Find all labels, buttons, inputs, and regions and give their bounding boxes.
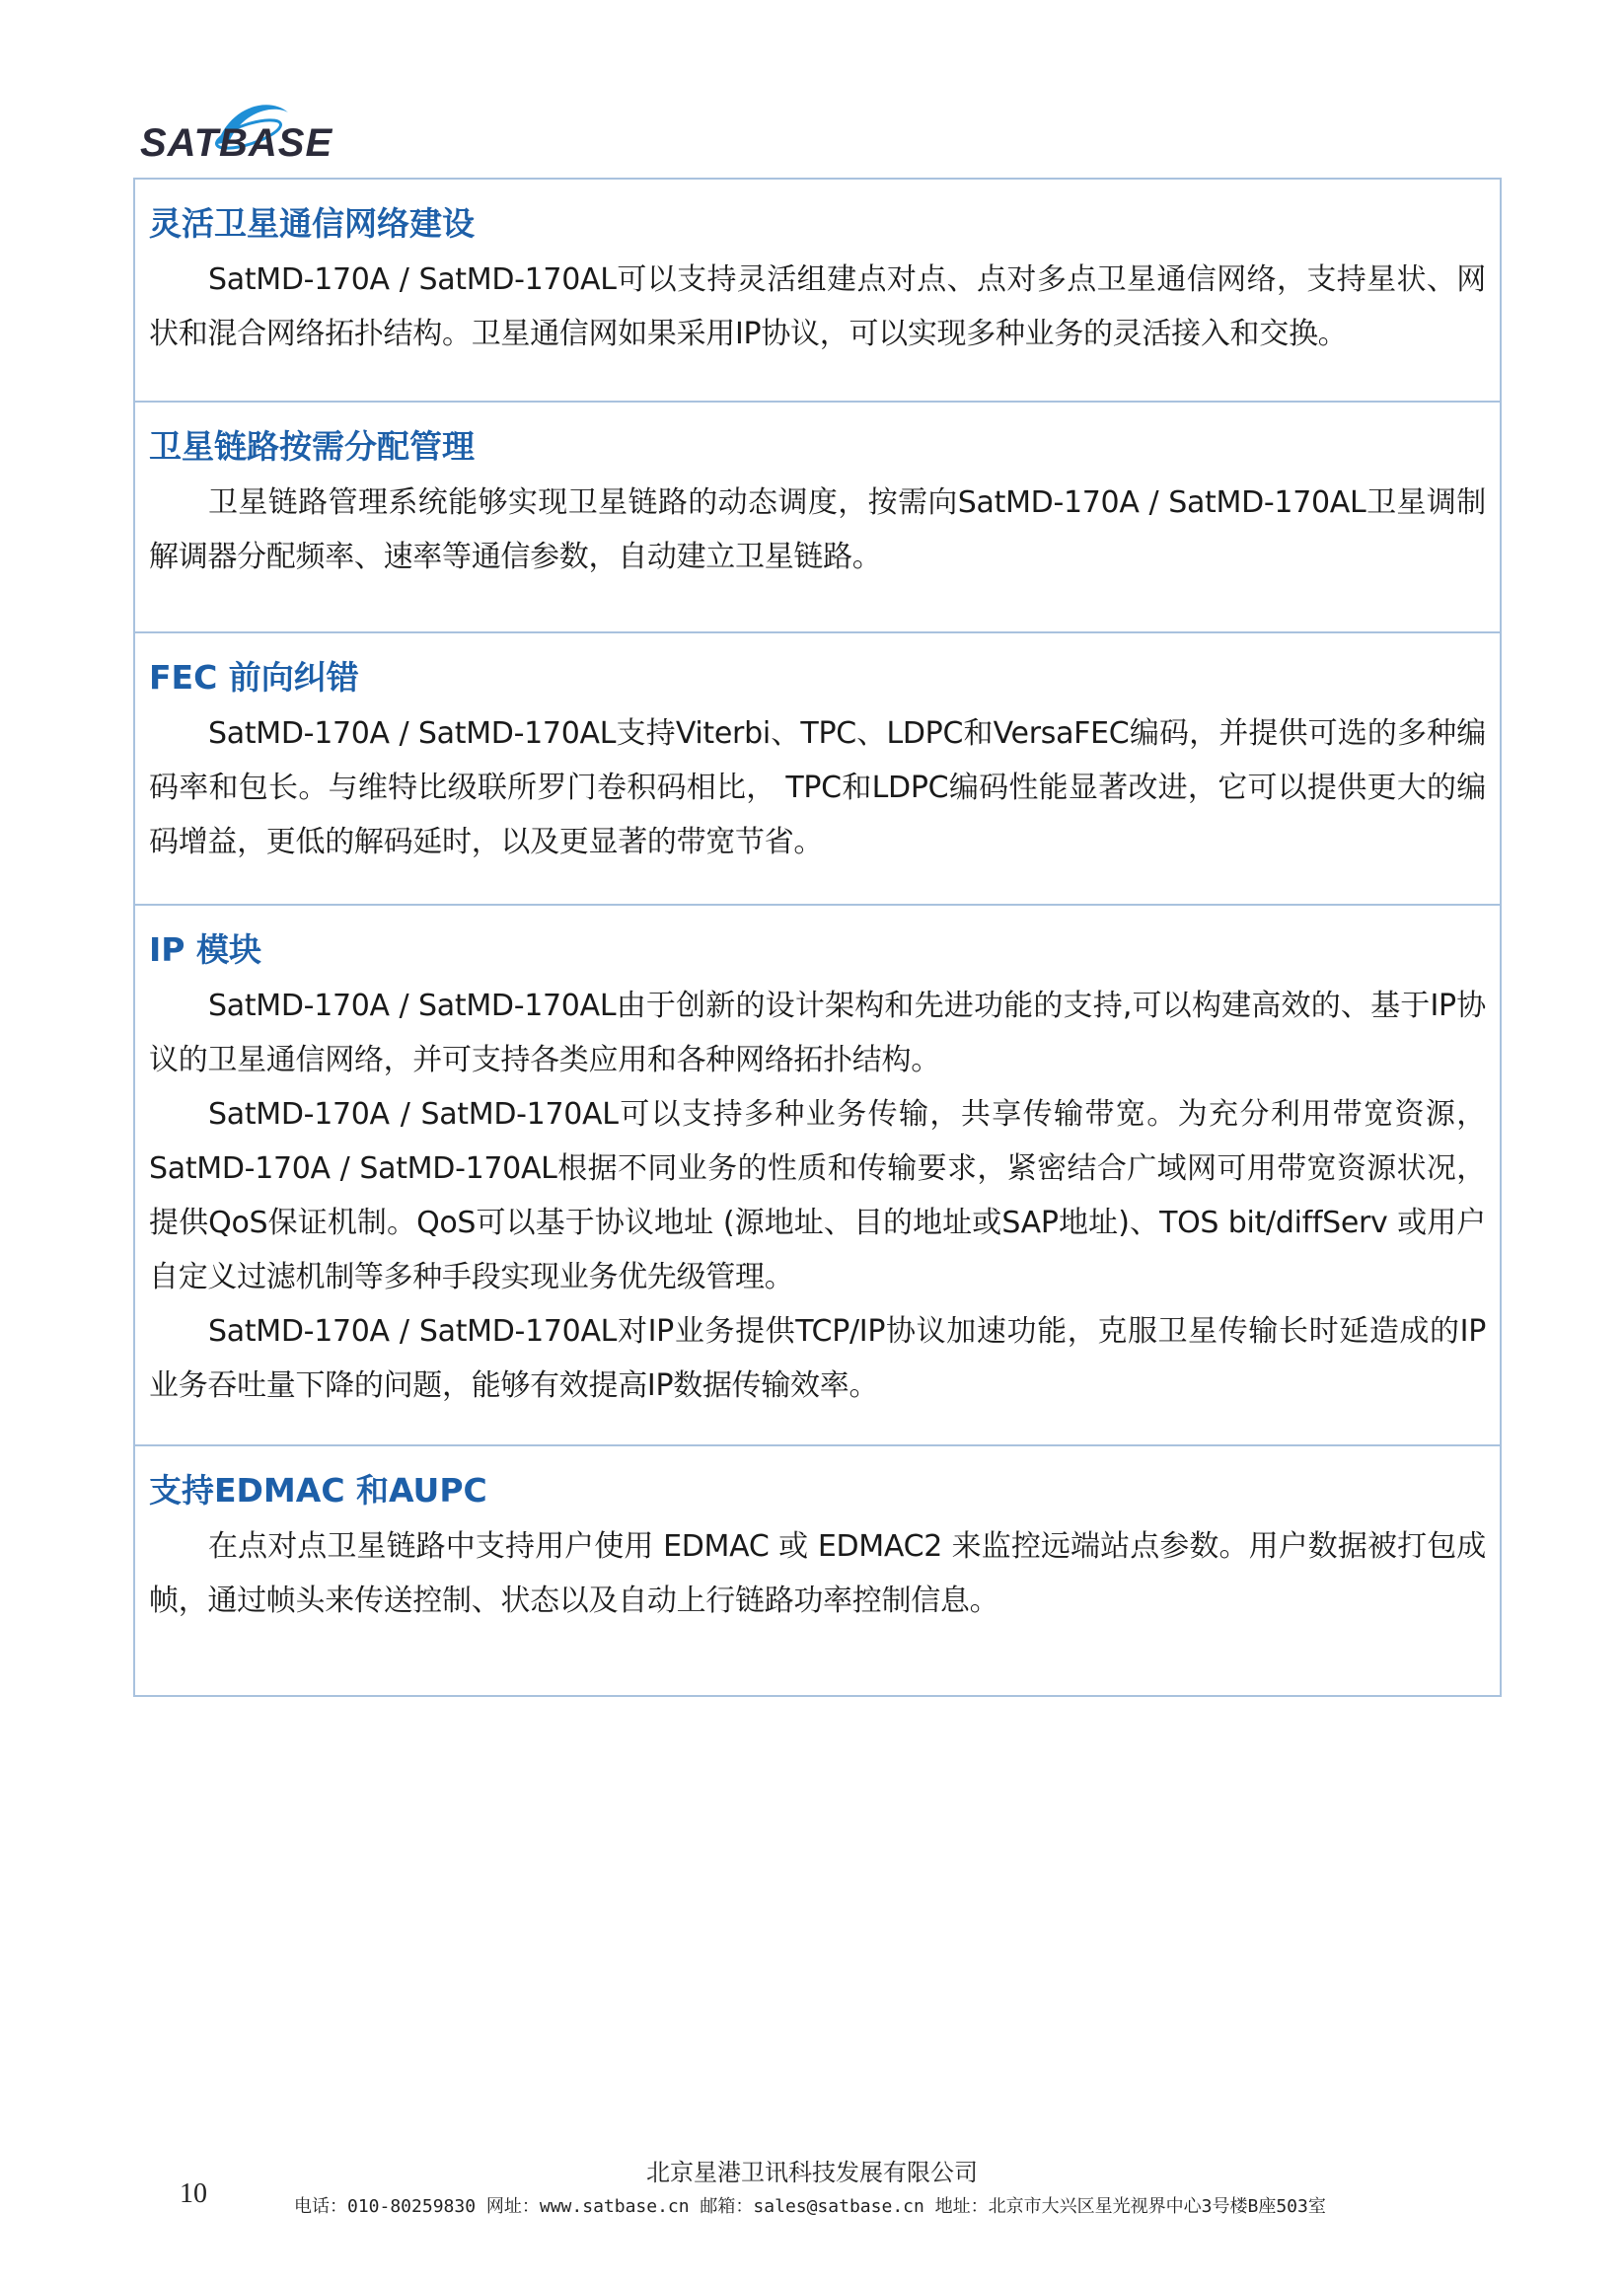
section-fec bbox=[135, 631, 1500, 904]
section-paragraph: SatMD-170A / SatMD-170AL对IP业务提供TCP/IP协议加速功能，克服卫星传输长时延造成的IP业务吞吐量下降的问题，能够有效提高IP数据传输效率。 bbox=[149, 1314, 1486, 1403]
section-title: FEC 前向纠错 bbox=[149, 658, 359, 697]
section-title: 支持EDMAC 和AUPC bbox=[149, 1471, 487, 1510]
svg-text:SATBASE: SATBASE bbox=[140, 121, 333, 165]
section-title: 灵活卫星通信网络建设 bbox=[149, 204, 475, 243]
satbase-logo bbox=[140, 97, 355, 176]
section-paragraph: 在点对点卫星链路中支持用户使用 EDMAC 或 EDMAC2 来监控远端站点参数。用户数据被打包成帧，通过帧头来传送控制、状态以及自动上行链路功率控制信息。 bbox=[149, 1529, 1486, 1618]
page-number: 10 bbox=[180, 2178, 207, 2209]
section-dama bbox=[135, 401, 1500, 631]
section-paragraph: 卫星链路管理系统能够实现卫星链路的动态调度，按需向SatMD-170A / SatMD-170AL卫星调制解调器分配频率、速率等通信参数，自动建立卫星链路。 bbox=[149, 485, 1486, 574]
section-edmac-aupc bbox=[135, 1444, 1500, 1695]
section-paragraph: SatMD-170A / SatMD-170AL可以支持多种业务传输，共享传输带宽。为充分利用带宽资源，SatMD-170A / SatMD-170AL根据不同业务的性质和传输要求，紧密结合广域网可用带宽资源状况，提供QoS保证机制。QoS可以基于协议地址 (源地址、目的地址或SAP地址)、TOS bit/diffServ 或用户自定义过滤机制等多种手段实现业务优先级管理。 bbox=[149, 1097, 1486, 1294]
section-title: IP 模块 bbox=[149, 930, 261, 969]
feature-table bbox=[133, 178, 1502, 1697]
section-paragraph: SatMD-170A / SatMD-170AL支持Viterbi、TPC、LDPC和VersaFEC编码，并提供可选的多种编码率和包长。与维特比级联所罗门卷积码相比， TPC和LDPC编码性能显著改进，它可以提供更大的编码增益，更低的解码延时，以及更显著的带宽节省。 bbox=[149, 716, 1486, 859]
section-paragraph: SatMD-170A / SatMD-170AL由于创新的设计架构和先进功能的支持,可以构建高效的、基于IP协议的卫星通信网络，并可支持各类应用和各种网络拓扑结构。 bbox=[149, 989, 1486, 1077]
section-flexible-network bbox=[135, 180, 1500, 401]
section-title: 卫星链路按需分配管理 bbox=[149, 427, 475, 466]
section-ip-module bbox=[135, 904, 1500, 1444]
footer-contact: 电话：010-80259830 网址：www.satbase.cn 邮箱：sales@satbase.cn 地址：北京市大兴区星光视界中心3号楼B座503室 bbox=[294, 2196, 1326, 2217]
section-paragraph: SatMD-170A / SatMD-170AL可以支持灵活组建点对点、点对多点卫星通信网络，支持星状、网状和混合网络拓扑结构。卫星通信网如果采用IP协议，可以实现多种业务的灵活接入和交换。 bbox=[149, 262, 1486, 351]
footer-company: 北京星港卫讯科技发展有限公司 bbox=[646, 2159, 978, 2186]
